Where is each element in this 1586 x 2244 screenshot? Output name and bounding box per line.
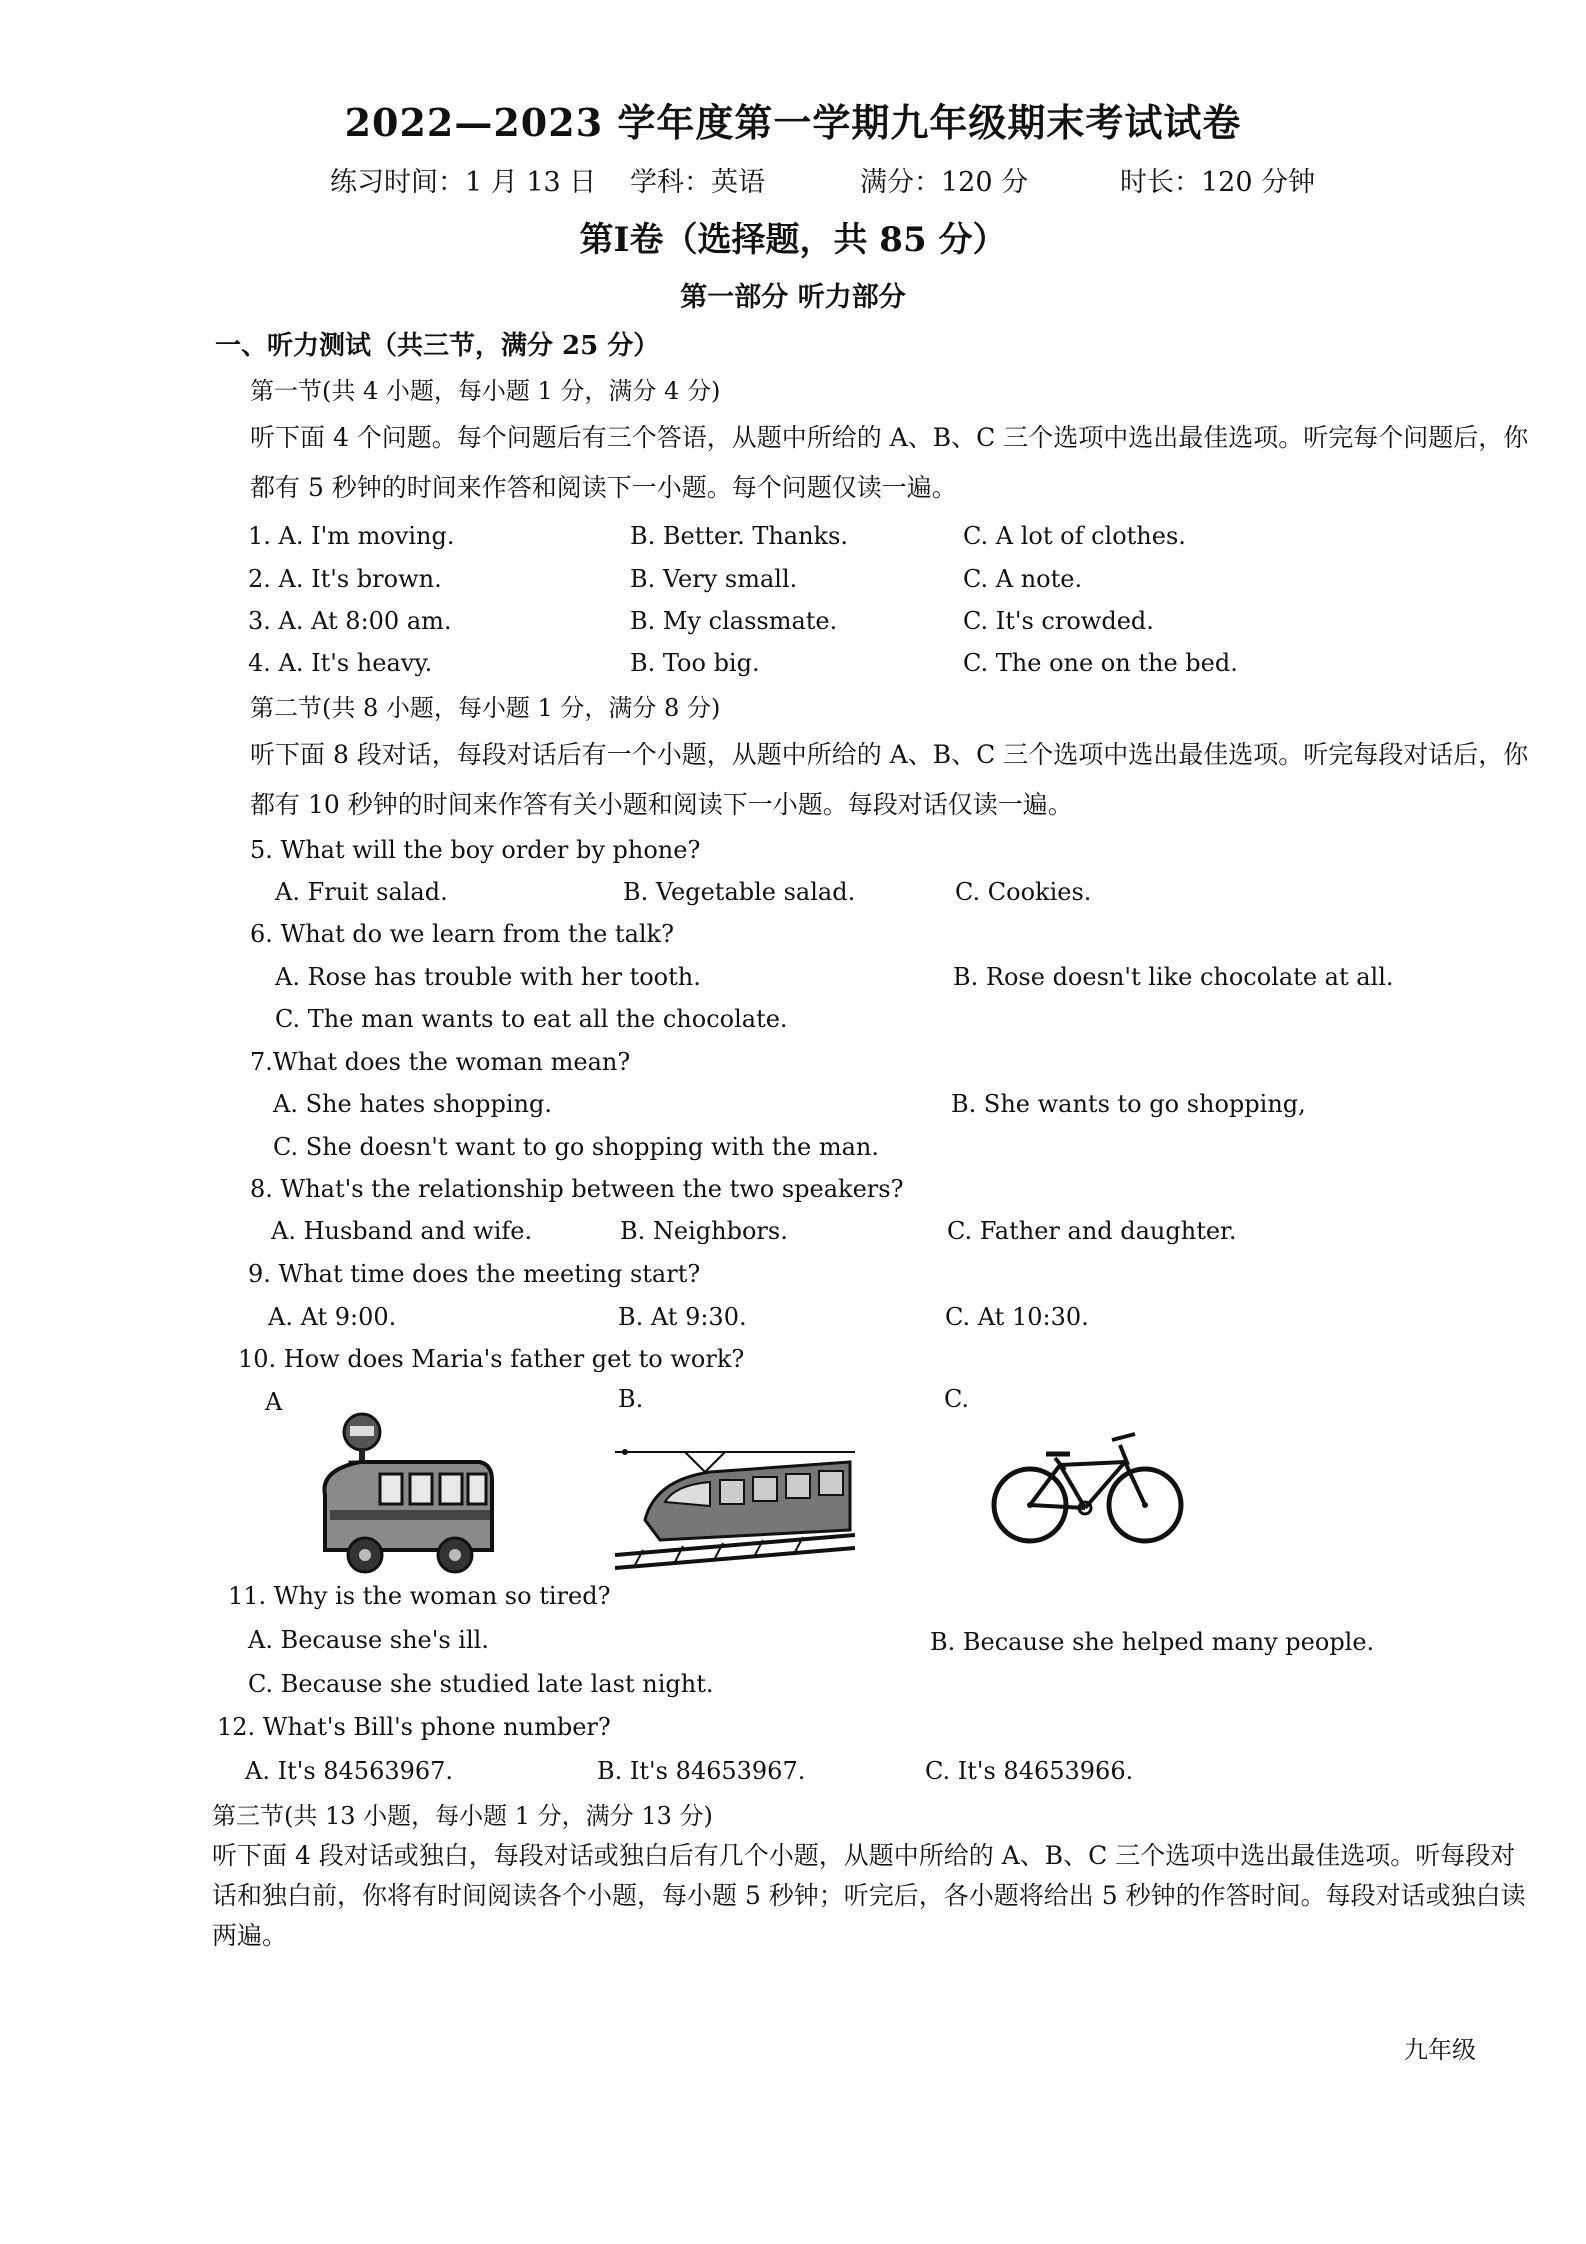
- q1-option-b: B. Better. Thanks.: [630, 522, 849, 550]
- exam-subject: 学科：英语: [630, 167, 765, 198]
- q6-option-b: B. Rose doesn't like chocolate at all.: [953, 963, 1394, 991]
- q8-option-c: C. Father and daughter.: [947, 1217, 1237, 1245]
- q12-question: 12. What's Bill's phone number?: [217, 1713, 611, 1741]
- sec1-instruction: 听下面 4 个问题。每个问题后有三个答语，从题中所给的 A、B、C 三个选项中选出最佳选项。听完每个问题后，你都有 5 秒钟的时间来作答和阅读下一小题。每个问题仅读一遍。: [250, 423, 1529, 502]
- grade-footer: 九年级: [1404, 2036, 1476, 2064]
- sec3-instruction: 听下面 4 段对话或独白，每段对话或独白后有几个小题，从题中所给的 A、B、C 三个选项中选出最佳选项。听每段对话和独白前，你将有时间阅读各个小题，每小题 5 秒钟；听完后，各小题将给出 5 秒钟的作答时间。每段对话或独白读两遍。: [212, 1841, 1526, 1950]
- q7-option-a: A. She hates shopping.: [273, 1090, 552, 1118]
- q4-option-a: 4. A. It's heavy.: [248, 649, 433, 677]
- q11-option-a: A. Because she's ill.: [248, 1626, 489, 1654]
- section-heading: 一、听力测试（共三节，满分 25 分）: [215, 331, 660, 361]
- train-icon: [615, 1440, 855, 1570]
- q8-option-b: B. Neighbors.: [620, 1217, 788, 1245]
- bicycle-icon: [990, 1420, 1190, 1550]
- q1-option-a: 1. A. I'm moving.: [248, 522, 455, 550]
- q10-option-c-label: C.: [944, 1385, 970, 1413]
- volume-heading: 第Ⅰ卷（选择题，共 85 分）: [579, 220, 1007, 260]
- q11-option-c: C. Because she studied late last night.: [248, 1670, 714, 1698]
- q12-option-a: A. It's 84563967.: [245, 1757, 454, 1785]
- q1-option-c: C. A lot of clothes.: [963, 522, 1186, 550]
- q9-option-b: B. At 9:30.: [618, 1303, 747, 1331]
- q2-option-c: C. A note.: [963, 565, 1083, 593]
- q9-option-c: C. At 10:30.: [945, 1303, 1089, 1331]
- exam-date: 练习时间：1 月 13 日: [330, 167, 597, 198]
- exam-full-score: 满分：120 分: [860, 167, 1029, 198]
- q5-option-a: A. Fruit salad.: [275, 878, 448, 906]
- sec2-instruction: 听下面 8 段对话，每段对话后有一个小题，从题中所给的 A、B、C 三个选项中选出最佳选项。听完每段对话后，你都有 10 秒钟的时间来作答有关小题和阅读下一小题。每段对话仅读一遍。: [250, 740, 1529, 819]
- q6-option-c: C. The man wants to eat all the chocolate.: [275, 1005, 788, 1033]
- q9-option-a: A. At 9:00.: [268, 1303, 397, 1331]
- bus-icon: [310, 1410, 500, 1580]
- part-heading: 第一部分 听力部分: [680, 282, 906, 313]
- q3-option-c: C. It's crowded.: [963, 607, 1154, 635]
- q9-question: 9. What time does the meeting start?: [248, 1260, 701, 1288]
- q5-option-c: C. Cookies.: [955, 878, 1092, 906]
- q12-option-b: B. It's 84653967.: [597, 1757, 806, 1785]
- q7-option-b: B. She wants to go shopping,: [951, 1090, 1306, 1118]
- q5-option-b: B. Vegetable salad.: [623, 878, 856, 906]
- q10-option-b-label: B.: [618, 1385, 644, 1413]
- q2-option-b: B. Very small.: [630, 565, 798, 593]
- q8-option-a: A. Husband and wife.: [271, 1217, 533, 1245]
- exam-duration: 时长：120 分钟: [1120, 167, 1316, 198]
- exam-meta: [330, 160, 1450, 199]
- q2-option-a: 2. A. It's brown.: [248, 565, 442, 593]
- q5-question: 5. What will the boy order by phone?: [250, 836, 701, 864]
- q11-option-b: B. Because she helped many people.: [930, 1628, 1375, 1656]
- q3-option-a: 3. A. At 8:00 am.: [248, 607, 452, 635]
- q4-option-c: C. The one on the bed.: [963, 649, 1238, 677]
- q7-question: 7.What does the woman mean?: [250, 1048, 631, 1076]
- q12-option-c: C. It's 84653966.: [925, 1757, 1134, 1785]
- q6-question: 6. What do we learn from the talk?: [250, 920, 674, 948]
- q11-question: 11. Why is the woman so tired?: [228, 1582, 611, 1610]
- sec1-title: 第一节(共 4 小题，每小题 1 分，满分 4 分): [250, 377, 721, 405]
- q3-option-b: B. My classmate.: [630, 607, 838, 635]
- q6-option-a: A. Rose has trouble with her tooth.: [275, 963, 701, 991]
- q8-question: 8. What's the relationship between the two speakers?: [250, 1175, 904, 1203]
- sec2-title: 第二节(共 8 小题，每小题 1 分，满分 8 分): [250, 694, 721, 722]
- exam-title: 2022—2023 学年度第一学期九年级期末考试试卷: [344, 100, 1242, 145]
- q10-option-a-label: A: [265, 1388, 283, 1416]
- q10-question: 10. How does Maria's father get to work?: [238, 1345, 745, 1373]
- sec3-title: 第三节(共 13 小题，每小题 1 分，满分 13 分): [212, 1802, 713, 1830]
- q4-option-b: B. Too big.: [630, 649, 760, 677]
- q7-option-c: C. She doesn't want to go shopping with the man.: [273, 1133, 880, 1161]
